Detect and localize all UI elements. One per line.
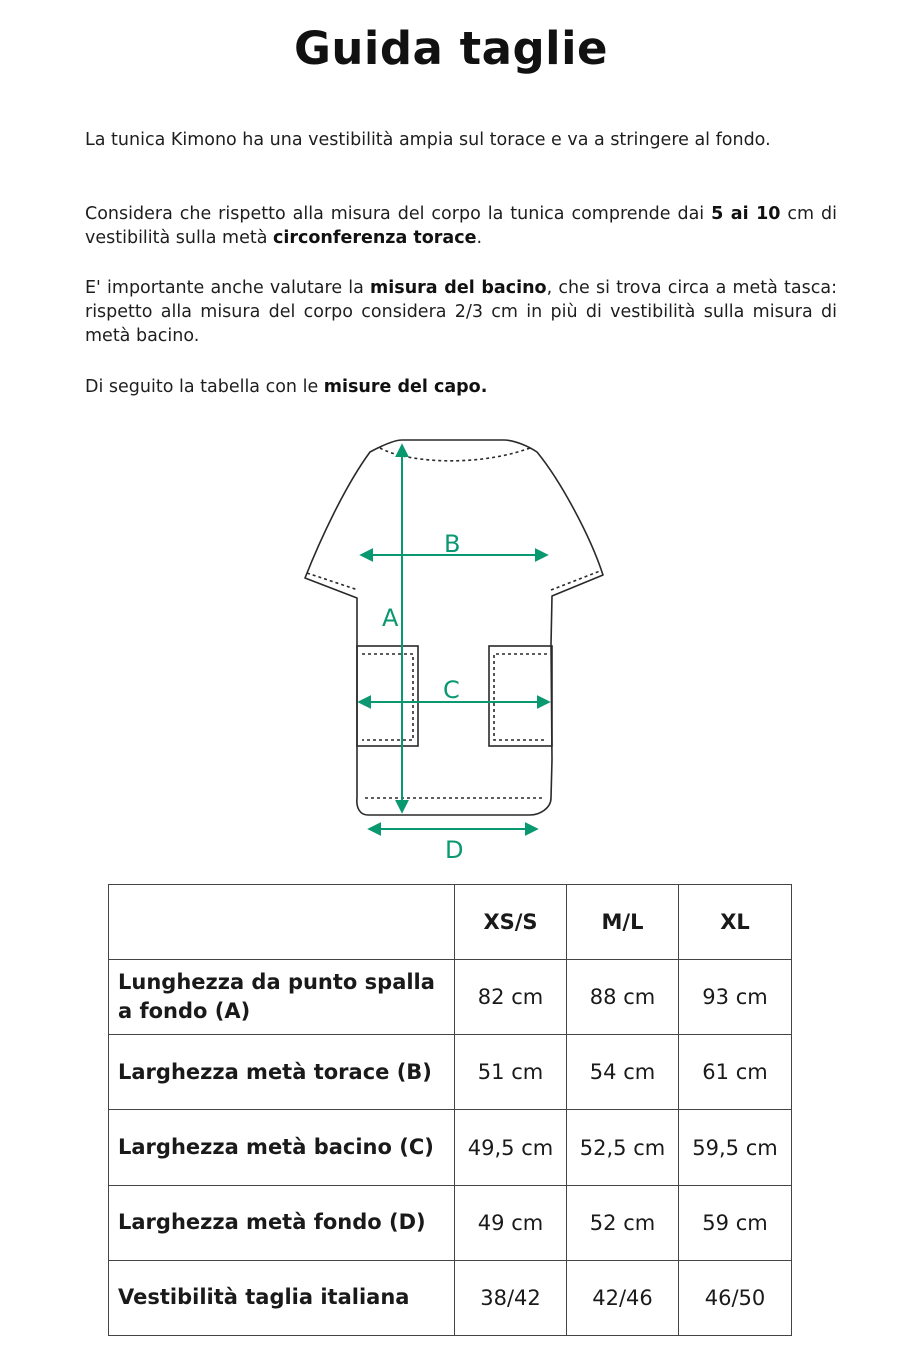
chest-range: 5 ai 10 [711,204,781,224]
cell-value: 59 cm [679,1185,792,1260]
cell-value: 52 cm [567,1185,679,1260]
right-pocket [489,646,552,746]
hips-term: misura del bacino [370,278,547,298]
hips-text-1: E' importante anche valutare la [85,278,371,298]
row-label-chest: Larghezza metà torace (B) [109,1035,455,1110]
cell-value: 51 cm [455,1035,567,1110]
page-title: Guida taglie [293,22,609,75]
cell-value: 49,5 cm [455,1110,567,1185]
cell-value: 61 cm [679,1035,792,1110]
intro-paragraph-table [85,375,837,399]
row-label-hips: Larghezza metà bacino (C) [109,1110,455,1185]
cell-value: 52,5 cm [567,1110,679,1185]
cell-value: 38/42 [455,1260,567,1335]
cell-value: 88 cm [567,960,679,1035]
size-table [108,884,792,1336]
intro-paragraph-hips [85,276,837,348]
cell-value: 49 cm [455,1185,567,1260]
cell-value: 42/46 [567,1260,679,1335]
cell-value: 93 cm [679,960,792,1035]
header-m-l: M/L [567,885,679,960]
header-empty [109,885,455,960]
chest-text-3: . [476,228,483,248]
label-b: B [444,530,461,558]
table-row [109,1185,792,1260]
left-pocket [357,646,418,746]
table-row [109,960,792,1035]
table-intro-term: misure del capo. [323,377,488,397]
label-a: A [382,604,399,632]
chest-text-1: Considera che rispetto alla misura del corpo la tunica comprende dai [85,204,712,224]
tunic-outline [305,440,603,815]
cell-value: 54 cm [567,1035,679,1110]
table-row [109,1035,792,1110]
intro-paragraph-fit [85,128,837,152]
cell-value: 59,5 cm [679,1110,792,1185]
row-label-italian-size: Vestibilità taglia italiana [109,1260,455,1335]
intro-paragraph-chest [85,202,837,250]
row-label-hem: Larghezza metà fondo (D) [109,1185,455,1260]
label-d: D [445,836,464,864]
table-intro-text: Di seguito la tabella con le [85,377,324,397]
header-xl: XL [679,885,792,960]
size-table-header-row [109,885,792,960]
tunic-measurement-diagram [0,420,902,870]
cell-value: 46/50 [679,1260,792,1335]
hips-text-2: , che si trova circa a metà tasca: rispetto alla misura del corpo considera 2/3 cm in più di vestibilità sulla misura di metà bacino. [85,278,837,346]
chest-term: circonferenza torace [273,228,477,248]
row-label-length: Lunghezza da punto spalla a fondo (A) [109,960,455,1035]
label-c: C [443,676,460,704]
fit-text: La tunica Kimono ha una vestibilità ampia sul torace e va a stringere al fondo. [85,130,771,150]
table-row [109,1260,792,1335]
header-xs-s: XS/S [455,885,567,960]
table-row [109,1110,792,1185]
chest-text-2: cm di vestibilità sulla metà [85,204,837,248]
cell-value: 82 cm [455,960,567,1035]
